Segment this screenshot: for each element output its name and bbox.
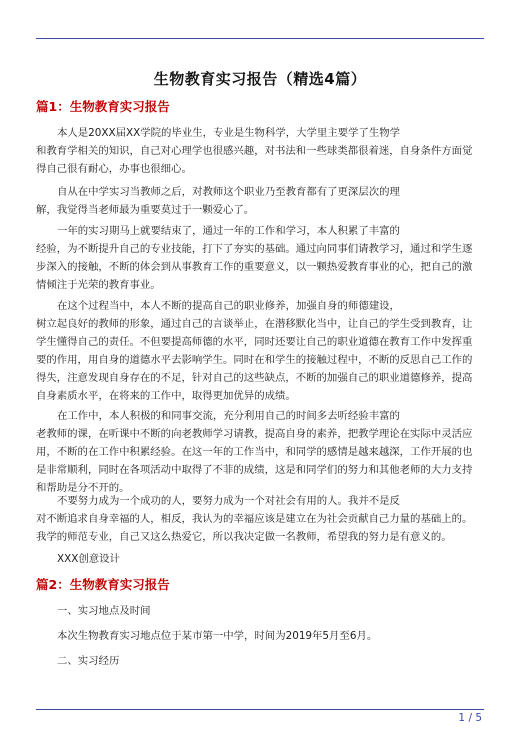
paragraph-line: 本次生物教育实习地点位于某市第一中学，时间为2019年5月至6月。 <box>57 630 378 642</box>
paragraph-line: 得失，注意发现自身存在的不足，针对自己的这些缺点，不断的加强自己的职业道德修养，提高 <box>36 372 473 384</box>
paragraph-line: 自从在中学实习当教师之后，对教师这个职业乃至教育都有了更深层次的理 <box>57 186 400 198</box>
paragraph-line: 在工作中，本人积极的和同事交流，充分利用自己的时间多去听经验丰富的 <box>57 410 400 422</box>
section-heading-2: 篇2：生物教育实习报告 <box>36 577 170 592</box>
paragraph-line: 经验，为不断提升自己的专业技能，打下了夯实的基础。通过向同事们请教学习，通过和学生逐 <box>36 243 473 255</box>
paragraph-line: 树立起良好的教师的形象，通过自己的言谈举止，在潜移默化当中，让自己的学生受到教育，让 <box>36 318 473 330</box>
footer-rule <box>36 709 484 710</box>
paragraph-line: 对不断追求自身幸福的人，相反，我认为的幸福应该是建立在为社会贡献自己力量的基础上的。 <box>36 513 473 525</box>
document-title: 生物教育实习报告（精选4篇） <box>153 70 367 88</box>
paragraph <box>36 627 484 645</box>
paragraph-line: 学生懂得自己的责任。不但要提高师德的水平，同时还要让自己的职业道德在教育工作中发挥重 <box>36 336 473 348</box>
paragraph <box>36 124 484 178</box>
paragraph-line: 我学的师范专业，自己又这么热爱它，所以我决定做一名教师，希望我的努力是有意义的。 <box>36 531 452 543</box>
paragraph-line: 得自己很有耐心，办事也很细心。 <box>36 163 192 175</box>
paragraph-line: 和帮助是分不开的。 <box>36 482 130 494</box>
paragraph <box>36 652 484 670</box>
paragraph-line: XXX创意设计 <box>57 553 120 565</box>
paragraph-line: 解，我觉得当老师最为重要莫过于一颗爱心了。 <box>36 204 255 216</box>
paragraph <box>36 550 484 568</box>
paragraph-line: 一年的实习期马上就要结束了，通过一年的工作和学习，本人积累了丰富的 <box>57 225 400 237</box>
paragraph-line: 二、实习经历 <box>57 655 120 667</box>
paragraph-line: 不要努力成为一个成功的人，要努力成为一个对社会有用的人。我并不是反 <box>57 495 400 507</box>
paragraph-line: 用，不断的在工作中积累经验。在这一年的工作当中，和同学的感情是越来越深，工作开展的也 <box>36 446 473 458</box>
paragraph-line: 一、实习地点及时间 <box>57 605 151 617</box>
paragraph-line: 在这个过程当中，本人不断的提高自己的职业修养，加强自身的师德建设， <box>57 300 400 312</box>
paragraph-line: 情倾注于光荣的教育事业。 <box>36 279 161 291</box>
paragraph-line: 本人是20XX届XX学院的毕业生，专业是生物科学，大学里主要学了生物学 <box>57 127 401 139</box>
section-heading-1: 篇1：生物教育实习报告 <box>36 99 170 114</box>
paragraph <box>36 222 484 294</box>
paragraph-line: 老教师的课，在听课中不断的向老教师学习请教，提高自身的素养，把教学理论在实际中灵活应 <box>36 428 473 440</box>
paragraph-line: 自身素质水平，在将来的工作中，取得更加优异的成绩。 <box>36 390 296 402</box>
paragraph-line: 是非常顺利，同时在各项活动中取得了不菲的成绩，这是和同学们的努力和其他老师的大力支持 <box>36 464 473 476</box>
paragraph <box>36 492 484 546</box>
paragraph <box>36 183 484 219</box>
paragraph-line: 步深入的接触，不断的体会到从事教育工作的重要意义，以一颗热爱教育事业的心，把自己的激 <box>36 261 473 273</box>
page-number: 1 / 5 <box>458 712 482 724</box>
paragraph-line: 和教育学相关的知识，自己对心理学也很感兴趣，对书法和一些球类都很着迷，自身条件方面觉 <box>36 145 473 157</box>
header-rule <box>36 38 484 39</box>
paragraph <box>36 407 484 497</box>
paragraph <box>36 602 484 620</box>
paragraph-line: 要的作用，用自身的道德水平去影响学生。同时在和学生的接触过程中，不断的反思自己工作的 <box>36 354 473 366</box>
paragraph <box>36 297 484 405</box>
